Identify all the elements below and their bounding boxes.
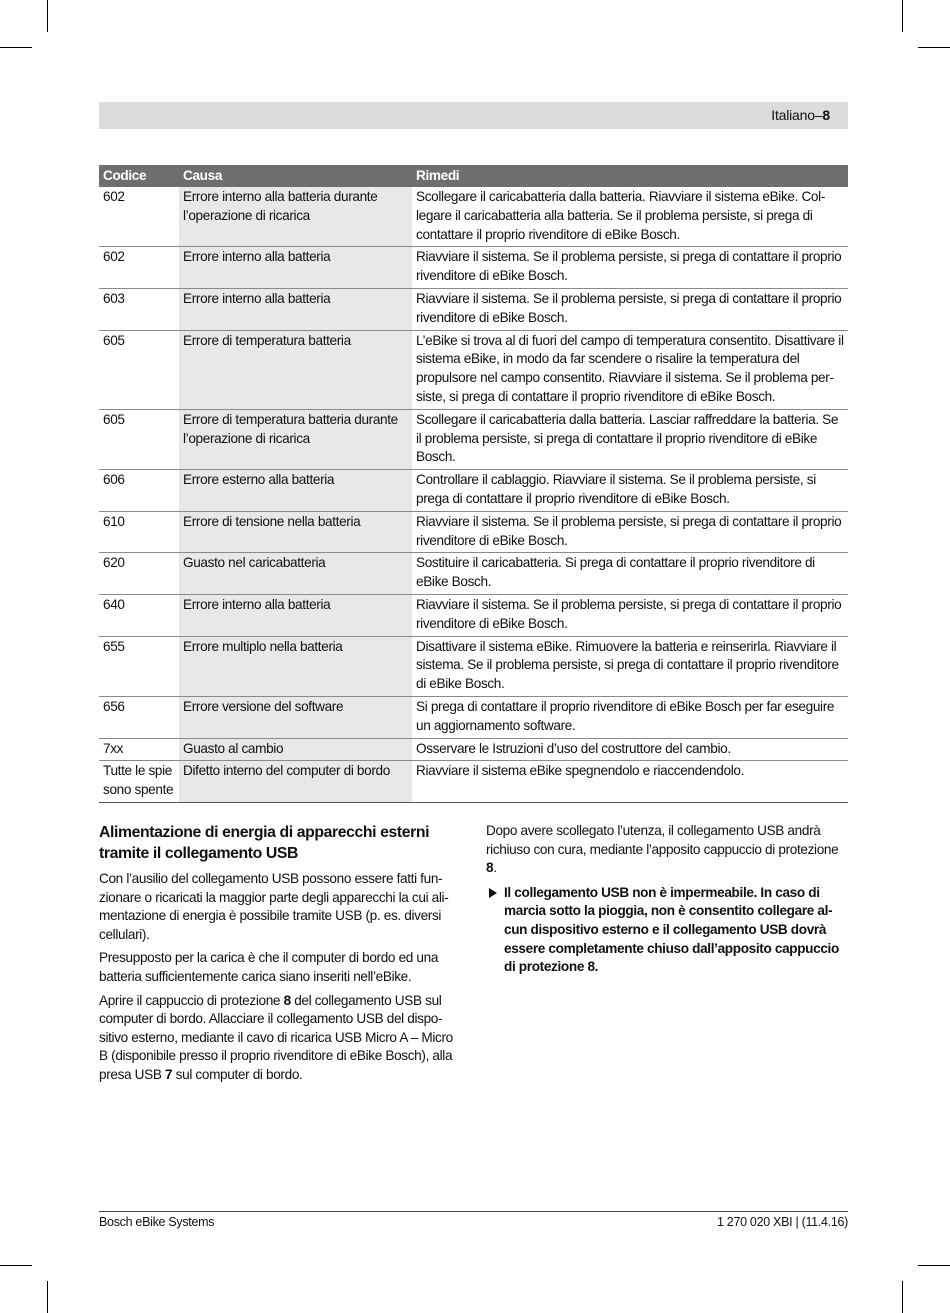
- table-row: [99, 247, 848, 289]
- cell-code: 605: [99, 330, 179, 409]
- error-code-table: [99, 165, 848, 803]
- cell-remedy: Riavviare il sistema eBike spegnendolo e riaccendendolo.: [412, 761, 848, 803]
- table-row: [99, 409, 848, 469]
- crop-mark: [918, 1265, 950, 1266]
- cell-code: 7xx: [99, 738, 179, 761]
- table-row: [99, 553, 848, 595]
- cell-remedy: Sostituire il caricabatteria. Si prega di contattare il proprio rivenditore di eBike Bosch.: [412, 553, 848, 595]
- section-title: Alimentazione di energia di apparecchi esterni tramite il collegamento USB: [99, 824, 430, 862]
- cell-remedy: Riavviare il sistema. Se il problema persiste, si prega di contattare il proprio rivenditore di eBike Bosch.: [412, 247, 848, 289]
- reference-number: 7: [165, 1066, 173, 1082]
- cell-cause: Errore interno alla batteria durante l’operazione di ricarica: [179, 187, 412, 247]
- cell-code: 620: [99, 553, 179, 595]
- text: Aprire il cappuccio di protezione: [99, 992, 284, 1008]
- cell-cause: Errore multiplo nella batteria: [179, 636, 412, 696]
- crop-mark: [918, 47, 950, 48]
- cell-cause: Guasto al cambio: [179, 738, 412, 761]
- usb-section-right: [486, 822, 848, 977]
- header-label: [771, 107, 830, 123]
- table-header-row: [99, 165, 848, 187]
- cell-remedy: Riavviare il sistema. Se il problema persiste, si prega di contattare il proprio rivenditore di eBike Bosch.: [412, 594, 848, 636]
- cell-cause: Errore interno alla batteria: [179, 594, 412, 636]
- triangle-bullet-icon: [489, 888, 497, 898]
- table-row: [99, 470, 848, 512]
- cell-code: 656: [99, 696, 179, 738]
- cell-code: 603: [99, 288, 179, 330]
- cell-cause: Errore di temperatura batteria: [179, 330, 412, 409]
- cell-remedy: Osservare le Istruzioni d’uso del costruttore del cambio.: [412, 738, 848, 761]
- cell-remedy: Scollegare il caricabatteria dalla batteria. Lasciar raffreddare la batteria. Se il problema persiste, si prega di contattare il proprio rivenditore di eBike Bosch.: [412, 409, 848, 469]
- crop-mark: [902, 0, 903, 32]
- cell-remedy: L’eBike si trova al di fuori del campo di temperatura consentito. Disattivare il sistema eBike, in modo da far scendere o risalire la temperatura del propulsore nel campo consentito. Riavviare il sistema. Se il problema persiste, si prega di contattare il proprio rivenditore di eBike Bosch.: [412, 330, 848, 409]
- cell-code: 602: [99, 247, 179, 289]
- paragraph: [99, 992, 459, 1085]
- reference-number: 8: [283, 992, 291, 1008]
- cell-code: 610: [99, 511, 179, 553]
- paragraph: Con l’ausilio del collegamento USB possono essere fatti funzionare o ricaricati la maggior parte degli apparecchi la cui alimentazione di energia è possibile tramite USB (p. es. diversi cellulari).: [99, 871, 449, 942]
- column-header-cause: Causa: [179, 165, 412, 187]
- cell-code: 640: [99, 594, 179, 636]
- crop-mark: [47, 0, 48, 32]
- table-row: [99, 594, 848, 636]
- cell-code: Tutte le spie sono spente: [99, 761, 179, 803]
- footer-doc-id: 1 270 020 XBI | (11.4.16): [716, 1215, 848, 1229]
- cell-remedy: Si prega di contattare il proprio rivenditore di eBike Bosch per far eseguire un aggiornamento software.: [412, 696, 848, 738]
- table-row: [99, 288, 848, 330]
- cell-cause: Errore interno alla batteria: [179, 288, 412, 330]
- cell-cause: Errore di tensione nella batteria: [179, 511, 412, 553]
- crop-mark: [0, 47, 32, 48]
- warning-note: [486, 884, 848, 977]
- warning-text: Il collegamento USB non è impermeabile. In caso di marcia sotto la pioggia, non è consentito collegare alcun dispositivo esterno e il collegamento USB dovrà essere completamente chiuso dall’apposito cappuccio di protezione 8.: [504, 884, 839, 975]
- header-language: Italiano: [771, 107, 815, 123]
- table-row: [99, 511, 848, 553]
- usb-section-left: [99, 822, 459, 1090]
- cell-remedy: Disattivare il sistema eBike. Rimuovere la batteria e reinserirla. Riavviare il sistema. Se il problema persiste, si prega di contattare il proprio rivenditore di eBike Bosch.: [412, 636, 848, 696]
- table-row: [99, 187, 848, 247]
- crop-mark: [902, 1281, 903, 1313]
- cell-remedy: Riavviare il sistema. Se il problema persiste, si prega di contattare il proprio rivenditore di eBike Bosch.: [412, 288, 848, 330]
- cell-code: 655: [99, 636, 179, 696]
- cell-cause: Difetto interno del computer di bordo: [179, 761, 412, 803]
- cell-code: 605: [99, 409, 179, 469]
- cell-code: 606: [99, 470, 179, 512]
- table-row: [99, 330, 848, 409]
- footer-brand: Bosch eBike Systems: [99, 1215, 215, 1229]
- page-number: 8: [822, 107, 830, 123]
- cell-cause: Errore esterno alla batteria: [179, 470, 412, 512]
- table-body: [99, 187, 848, 802]
- column-header-code: Codice: [99, 165, 179, 187]
- text: .: [493, 860, 497, 876]
- cell-cause: Errore di temperatura batteria durante l’operazione di ricarica: [179, 409, 412, 469]
- cell-cause: Errore versione del software: [179, 696, 412, 738]
- page-header: [99, 102, 848, 129]
- footer-divider: [99, 1211, 848, 1212]
- table-row: [99, 738, 848, 761]
- paragraph: Presupposto per la carica è che il computer di bordo ed una batteria sufficientemente carica siano inseriti nell’eBike.: [99, 950, 439, 984]
- text: Dopo avere scollegato l’utenza, il collegamento USB andrà richiuso con cura, mediante l’apposito cappuccio di protezione: [486, 823, 839, 857]
- reference-number: 8: [486, 860, 494, 876]
- cell-remedy: Riavviare il sistema. Se il problema persiste, si prega di contattare il proprio rivenditore di eBike Bosch.: [412, 511, 848, 553]
- cell-cause: Guasto nel caricabatteria: [179, 553, 412, 595]
- table-row: [99, 636, 848, 696]
- crop-mark: [47, 1281, 48, 1313]
- column-header-remedy: Rimedi: [412, 165, 848, 187]
- text: del collegamento USB sul computer di bordo. Allacciare il collegamento USB del dispositivo esterno, mediante il cavo di ricarica USB Micro A – Micro B (disponibile presso il proprio rivenditore di eBike Bosch), alla presa USB: [99, 992, 453, 1082]
- cell-remedy: Controllare il cablaggio. Riavviare il sistema. Se il problema persiste, si prega di contattare il proprio rivenditore di eBike Bosch.: [412, 470, 848, 512]
- table-row: [99, 761, 848, 803]
- cell-remedy: Scollegare il caricabatteria dalla batteria. Riavviare il sistema eBike. Collegare il caricabatteria alla batteria. Se il problema persiste, si prega di contattare il proprio rivenditore di eBike Bosch.: [412, 187, 848, 247]
- paragraph: [486, 822, 848, 878]
- cell-cause: Errore interno alla batteria: [179, 247, 412, 289]
- header-separator: –: [814, 107, 823, 123]
- text: sul computer di bordo.: [172, 1066, 303, 1082]
- table-row: [99, 696, 848, 738]
- crop-mark: [0, 1265, 32, 1266]
- cell-code: 602: [99, 187, 179, 247]
